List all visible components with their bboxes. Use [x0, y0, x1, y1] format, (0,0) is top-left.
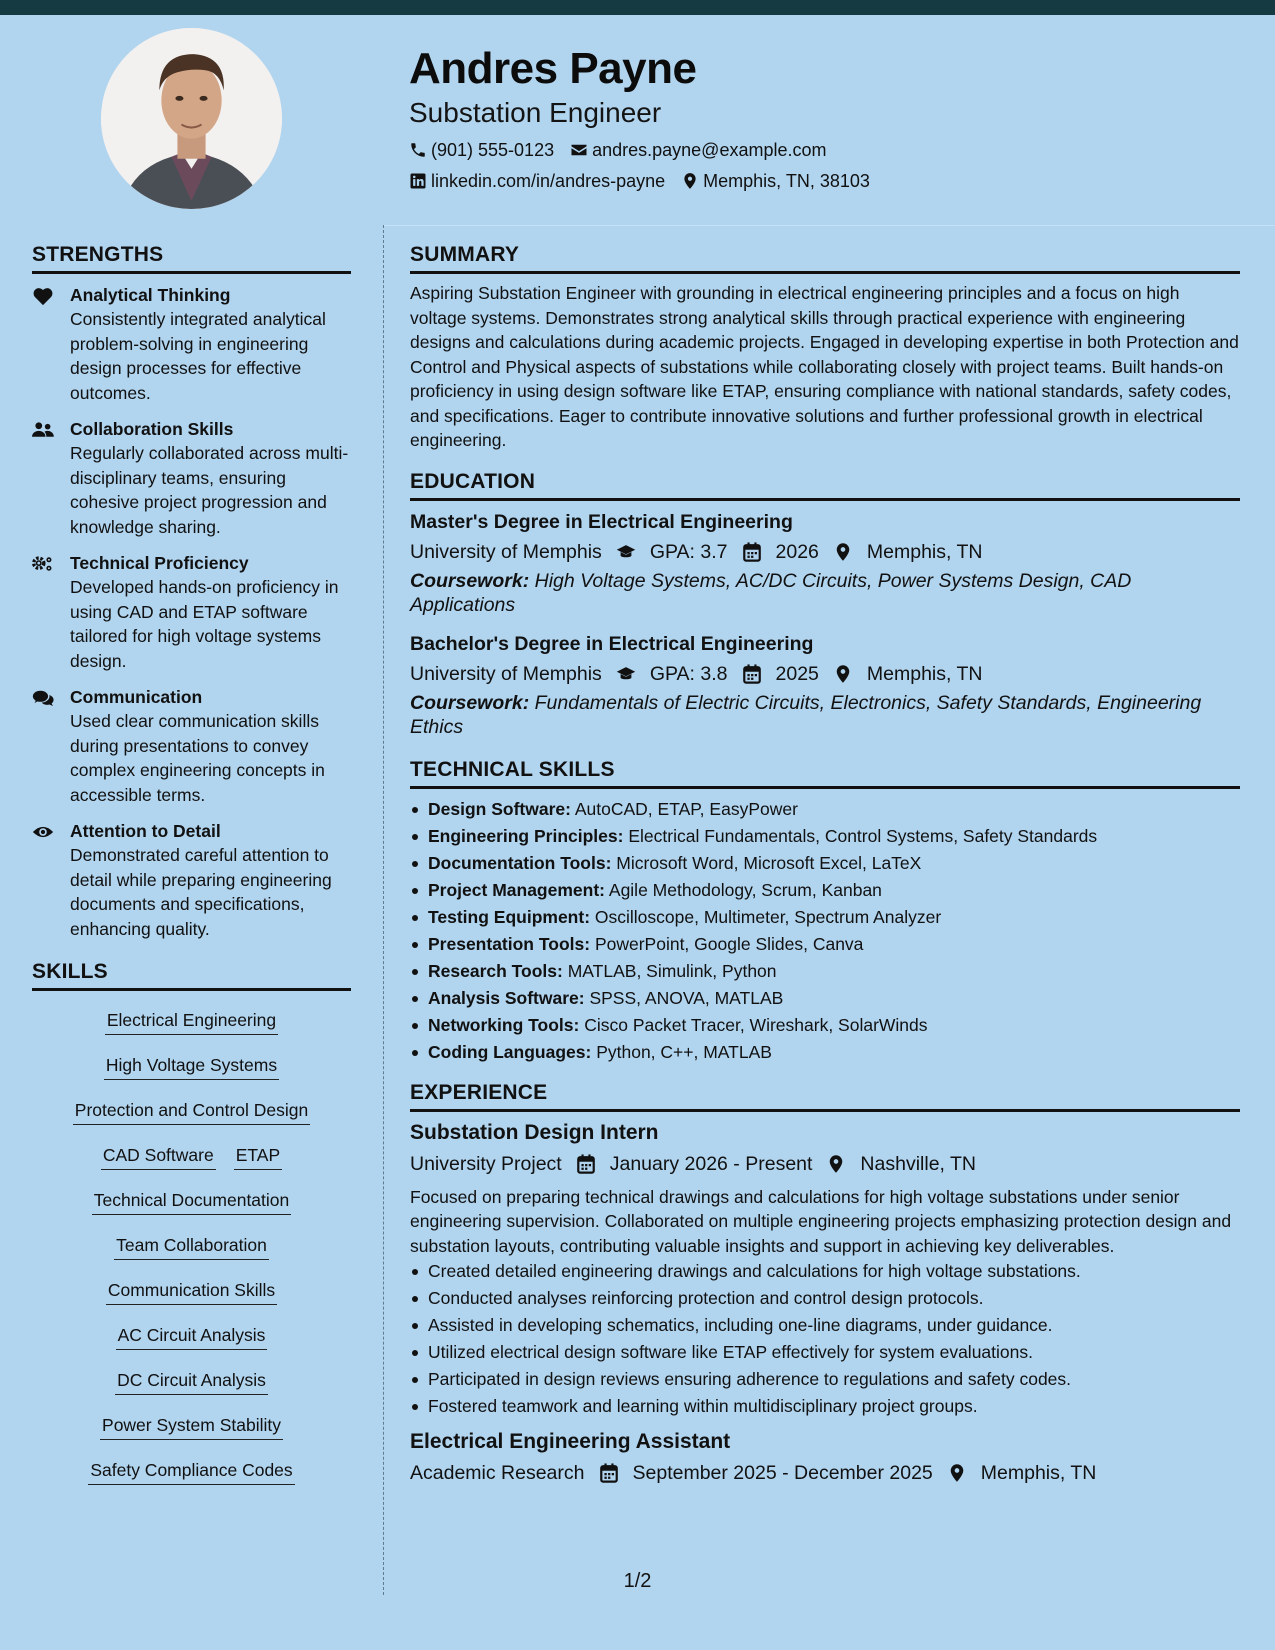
skill-tag: High Voltage Systems [104, 1053, 279, 1080]
strength-item [32, 686, 351, 807]
strength-title: Analytical Thinking [70, 285, 231, 305]
contact-row-2 [409, 170, 1249, 192]
left-column [32, 242, 351, 1494]
portrait-image [101, 28, 282, 209]
school-location: Memphis, TN [866, 540, 983, 563]
tech-skill-label: Testing Equipment: [428, 906, 591, 927]
calendar-icon [742, 542, 762, 562]
eye-icon [32, 822, 54, 842]
strength-title: Technical Proficiency [70, 553, 249, 573]
education-heading: EDUCATION [410, 469, 1240, 501]
strength-item [32, 552, 351, 673]
tech-skill-value: MATLAB, Simulink, Python [567, 960, 777, 981]
tech-skill-label: Research Tools: [428, 960, 563, 981]
heart-icon [32, 286, 54, 306]
skill-tag: ETAP [234, 1143, 282, 1170]
job-role-title: Substation Design Intern [410, 1120, 659, 1144]
linkedin-contact[interactable] [409, 170, 665, 192]
gpa-text: GPA: 3.8 [649, 662, 728, 685]
job-meta [410, 1151, 1240, 1177]
education-entry [410, 631, 1240, 739]
job-role-title: Electrical Engineering Assistant [410, 1430, 731, 1453]
tech-skill-label: Analysis Software: [428, 987, 585, 1008]
strength-desc: Regularly collaborated across multi-disciplinary teams, ensuring cohesive project progression and knowledge sharing. [70, 443, 349, 537]
skill-tag: Electrical Engineering [105, 1008, 278, 1035]
job-dates: September 2025 - December 2025 [632, 1462, 933, 1484]
strength-title: Attention to Detail [70, 821, 221, 841]
tech-skill-item [410, 931, 1240, 958]
job-bullet: Fostered teamwork and learning within multidisciplinary project groups. [410, 1393, 1240, 1420]
email-contact[interactable] [570, 139, 826, 161]
technical-skills-section [410, 757, 1240, 1066]
map-marker-icon [833, 542, 853, 562]
degree-title: Master's Degree in Electrical Engineering [410, 510, 793, 533]
strength-desc: Developed hands-on proficiency in using CAD and ETAP software tailored for high voltage systems design. [70, 577, 339, 671]
job-bullet: Participated in design reviews ensuring adherence to regulations and safety codes. [410, 1366, 1240, 1393]
contact-row-1 [409, 139, 1249, 161]
skill-tag: DC Circuit Analysis [115, 1368, 268, 1395]
strength-desc: Consistently integrated analytical problem-solving in engineering design processes for effective outcomes. [70, 309, 326, 403]
job-dates: January 2026 - Present [609, 1152, 813, 1175]
tech-skill-value: Microsoft Word, Microsoft Excel, LaTeX [616, 852, 922, 873]
tech-skill-item [410, 985, 1240, 1012]
experience-section [410, 1080, 1240, 1487]
strength-item [32, 820, 351, 941]
tech-skill-item [410, 904, 1240, 931]
header-divider [384, 225, 1275, 226]
technical-skills-heading: TECHNICAL SKILLS [410, 757, 1240, 789]
summary-text: Aspiring Substation Engineer with grounding in electrical engineering principles and a focus on high voltage systems. Demonstrates strong analytical skills through practical experience with engineering designs and calculations during academic projects. Engaged in developing expertise in both Protection and Control and Physical aspects of substations while collaborating closely with project teams. Built hands-on proficiency in using design software like ETAP, ensuring compliance with national standards, safety codes, and specifications. Eager to contribute innovative solutions and further professional growth in electrical engineering. [410, 283, 1239, 450]
education-entry [410, 509, 1240, 617]
degree-title: Bachelor's Degree in Electrical Engineering [410, 632, 814, 655]
coursework [410, 569, 1240, 617]
tech-skill-label: Engineering Principles: [428, 825, 624, 846]
tech-skill-item [410, 877, 1240, 904]
job-bullet: Utilized electrical design software like ETAP effectively for system evaluations. [410, 1339, 1240, 1366]
coursework-label: Coursework: [410, 691, 530, 714]
skill-tag: Protection and Control Design [73, 1098, 310, 1125]
tech-skill-label: Documentation Tools: [428, 852, 612, 873]
gears-icon [32, 554, 54, 574]
job-bullet: Assisted in developing schematics, including one-line diagrams, under guidance. [410, 1312, 1240, 1339]
location-text: Memphis, TN, 38103 [703, 171, 870, 191]
tech-skill-label: Presentation Tools: [428, 933, 591, 954]
technical-skills-list [410, 796, 1240, 1066]
job-bullet: Created detailed engineering drawings and calculations for high voltage substations. [410, 1258, 1240, 1285]
skills-heading: SKILLS [32, 959, 351, 991]
experience-entry [410, 1119, 1240, 1421]
graduation-cap-icon [616, 542, 636, 562]
tech-skill-value: Electrical Fundamentals, Control Systems, Safety Standards [628, 825, 1098, 846]
right-column [410, 242, 1240, 1486]
skill-tag: Communication Skills [106, 1278, 277, 1305]
grad-year: 2025 [775, 662, 819, 685]
location-contact [681, 170, 870, 192]
calendar-icon [576, 1154, 596, 1174]
map-marker-icon [681, 172, 699, 190]
tech-skill-label: Design Software: [428, 798, 571, 819]
comments-icon [32, 688, 54, 708]
school-name: University of Memphis [410, 540, 602, 563]
degree-meta [410, 539, 1240, 565]
skills-list [32, 999, 351, 1494]
tech-skill-value: AutoCAD, ETAP, EasyPower [574, 798, 798, 819]
degree-meta [410, 661, 1240, 687]
experience-heading: EXPERIENCE [410, 1080, 1240, 1112]
strengths-list [32, 284, 351, 941]
skill-tag: Safety Compliance Codes [88, 1458, 294, 1485]
tech-skill-value: Oscilloscope, Multimeter, Spectrum Analyzer [594, 906, 942, 927]
strength-item [32, 284, 351, 405]
gpa-text: GPA: 3.7 [649, 540, 728, 563]
resume-header [409, 42, 1249, 192]
tech-skill-value: Cisco Packet Tracer, Wireshark, SolarWinds [584, 1014, 928, 1035]
graduation-cap-icon [616, 664, 636, 684]
linkedin-icon [409, 172, 427, 190]
job-org: Academic Research [410, 1462, 585, 1484]
top-accent-bar [0, 0, 1275, 15]
strength-title: Collaboration Skills [70, 419, 234, 439]
job-bullet: Conducted analyses reinforcing protection and control design protocols. [410, 1285, 1240, 1312]
coursework-label: Coursework: [410, 569, 530, 592]
tech-skill-label: Coding Languages: [428, 1041, 592, 1062]
skill-tag: Technical Documentation [92, 1188, 292, 1215]
map-marker-icon [833, 664, 853, 684]
grad-year: 2026 [775, 540, 819, 563]
tech-skill-item [410, 1039, 1240, 1066]
tech-skill-label: Networking Tools: [428, 1014, 580, 1035]
strength-desc: Demonstrated careful attention to detail while preparing engineering documents and specifications, enhancing quality. [70, 845, 332, 939]
strengths-heading: STRENGTHS [32, 242, 351, 274]
job-description: Focused on preparing technical drawings and calculations for high voltage substations under senior engineering supervision. Collaborated on multiple engineering projects emphasizing protection design and substation layouts, contributing valuable insights and support in achieving key deliverables. [410, 1186, 1232, 1256]
school-name: University of Memphis [410, 662, 602, 685]
phone-text: (901) 555-0123 [431, 140, 555, 160]
map-marker-icon [826, 1154, 846, 1174]
phone-contact[interactable] [409, 139, 554, 161]
tech-skill-label: Project Management: [428, 879, 605, 900]
job-location: Memphis, TN [980, 1462, 1097, 1484]
skill-tag: Power System Stability [100, 1413, 283, 1440]
coursework [410, 691, 1240, 739]
strength-desc: Used clear communication skills during presentations to convey complex engineering concepts in accessible terms. [70, 711, 325, 805]
tech-skill-item [410, 823, 1240, 850]
job-meta [410, 1460, 1240, 1486]
skill-tag: Team Collaboration [114, 1233, 269, 1260]
education-section [410, 469, 1240, 739]
linkedin-text: linkedin.com/in/andres-payne [431, 171, 666, 191]
coursework-list: Fundamentals of Electric Circuits, Electronics, Safety Standards, Engineering Ethics [410, 691, 1202, 738]
tech-skill-item [410, 850, 1240, 877]
skill-tag: CAD Software [101, 1143, 216, 1170]
map-marker-icon [947, 1463, 967, 1483]
skill-tag: AC Circuit Analysis [116, 1323, 268, 1350]
users-icon [32, 420, 54, 440]
calendar-icon [599, 1463, 619, 1483]
job-title: Substation Engineer [409, 97, 662, 128]
tech-skill-value: Python, C++, MATLAB [596, 1041, 772, 1062]
job-org: University Project [410, 1152, 562, 1175]
school-location: Memphis, TN [866, 662, 983, 685]
strength-item [32, 418, 351, 539]
email-text: andres.payne@example.com [592, 140, 827, 160]
job-bullets [410, 1258, 1240, 1420]
tech-skill-value: Agile Methodology, Scrum, Kanban [608, 879, 882, 900]
experience-entry [410, 1428, 1240, 1486]
page-number: 1/2 [623, 1570, 652, 1592]
job-location: Nashville, TN [860, 1152, 977, 1175]
phone-icon [409, 141, 427, 159]
email-icon [570, 141, 588, 159]
calendar-icon [742, 664, 762, 684]
tech-skill-item [410, 958, 1240, 985]
tech-skill-item [410, 1012, 1240, 1039]
summary-heading: SUMMARY [410, 242, 1240, 274]
coursework-list: High Voltage Systems, AC/DC Circuits, Power Systems Design, CAD Applications [410, 569, 1132, 616]
tech-skill-item [410, 796, 1240, 823]
profile-photo [101, 28, 282, 209]
tech-skill-value: PowerPoint, Google Slides, Canva [594, 933, 864, 954]
candidate-name: Andres Payne [409, 44, 697, 93]
tech-skill-value: SPSS, ANOVA, MATLAB [589, 987, 784, 1008]
column-divider [383, 225, 384, 1595]
strength-title: Communication [70, 687, 203, 707]
